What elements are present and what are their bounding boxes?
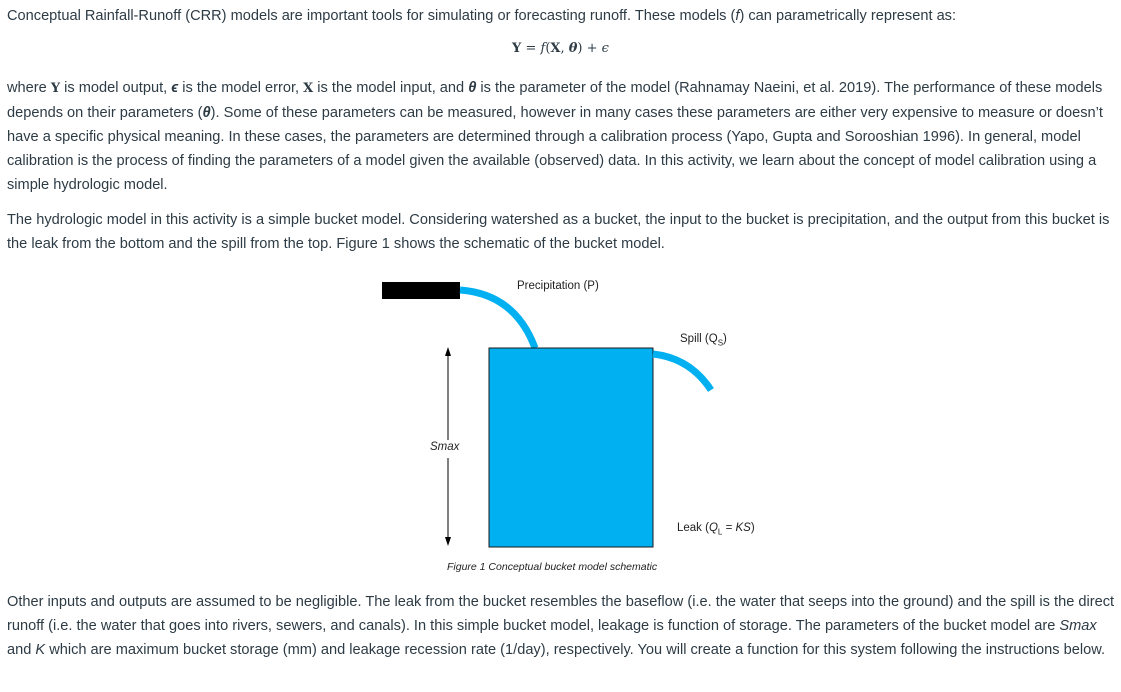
leak-label: Leak $(Q_L = KS)$ xyxy=(677,522,755,537)
smax-arrowhead-up xyxy=(445,347,451,356)
figure-caption: Figure 1 Conceptual bucket model schematic xyxy=(447,561,658,573)
spill-stream xyxy=(653,354,711,390)
spill-label: Spill $(Q_S)$ xyxy=(680,333,727,348)
precipitation-label: Precipitation (P) xyxy=(517,280,599,292)
precipitation-pipe xyxy=(382,282,460,299)
bucket-model-figure xyxy=(0,270,1121,580)
parameters-paragraph: Other inputs and outputs are assumed to be negligible. The leak from the bucket resembles the baseflow (i.e. the water that seeps into the ground) and the spill is the direct runoff (i.e. the water that goes into rivers, sewers, and canals). In this simple bucket model, leakage is function of storage. The parameters of the bucket model are Smax and K which are maximum bucket storage (mm) and leakage recession rate (1/day), respectively. You will create a function for this system following the instructions below. xyxy=(7,594,1115,658)
intro-paragraph: Conceptual Rainfall-Runoff (CRR) models are important tools for simulating or forecasting runoff. These models (f) can parametrically represent as: xyxy=(7,8,957,24)
bucket-schematic xyxy=(0,270,1121,580)
bucket xyxy=(489,348,653,547)
model-equation: Y = f(X, θ) + ϵ xyxy=(512,41,609,56)
smax-label: Smax xyxy=(430,441,460,453)
bucket-model-paragraph: The hydrologic model in this activity is a simple bucket model. Considering watershed as a bucket, the input to the bucket is precipitation, and the output from this bucket is the leak from the bottom and the spill from the top. Figure 1 shows the schematic of the bucket model. xyxy=(7,212,1110,252)
model-description-paragraph: where Y is model output, ϵ is the model error, X is the model input, and θ is the parameter of the model (Rahnamay Naeini, et al. 2019). The performance of these models depends on their parameters (θ). Some of these parameters can be measured, however in many cases these parameters are either very expensive to measure or doesn’t have a specific physical meaning. In these cases, the parameters are determined through a calibration process (Yapo, Gupta and Sorooshian 1996). In general, model calibration is the process of finding the parameters of a model given the available (observed) data. In this activity, we learn about the concept of model calibration using a simple hydrologic model. xyxy=(7,80,1103,193)
smax-arrowhead-down xyxy=(445,537,451,546)
precipitation-stream xyxy=(460,290,535,348)
